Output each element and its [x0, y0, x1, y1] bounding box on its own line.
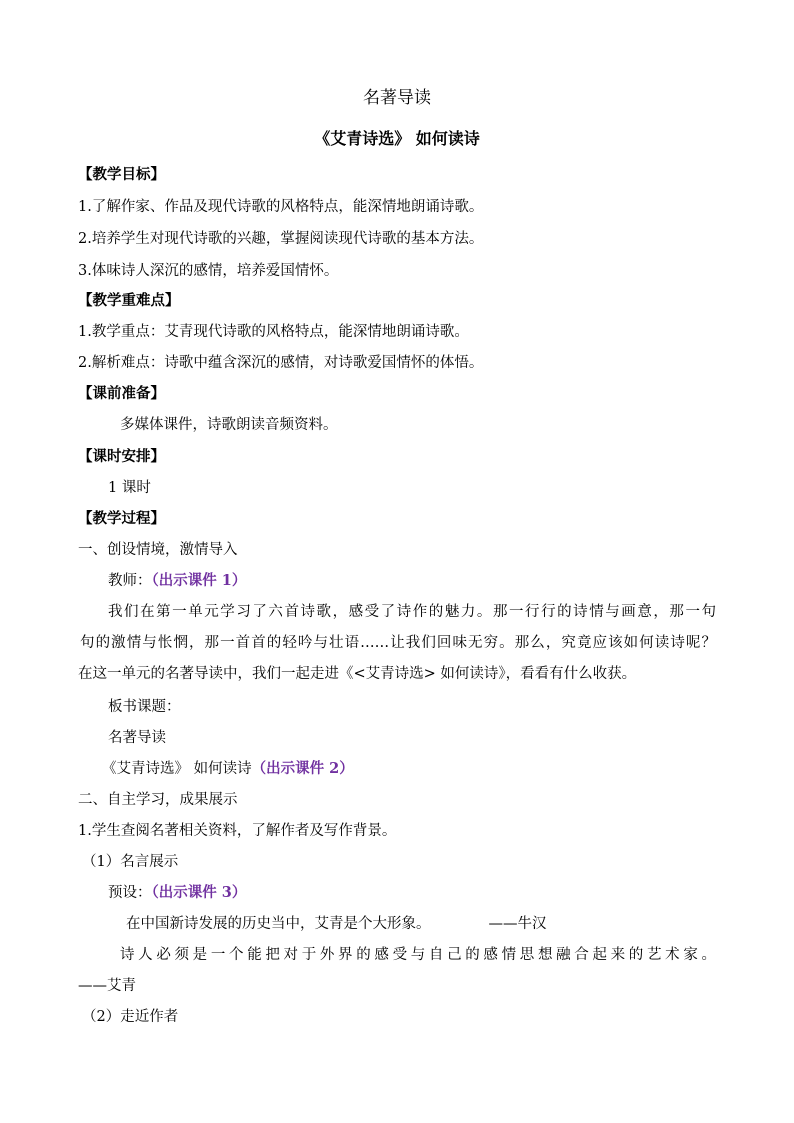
quote-1-author: ——牛汉 — [488, 916, 547, 932]
step2-item-1: 1.学生查阅名著相关资料，了解作者及写作背景。 — [78, 823, 397, 839]
prep-heading: 【课前准备】 — [78, 385, 165, 402]
time-heading: 【课时安排】 — [78, 448, 165, 465]
prep-text: 多媒体课件，诗歌朗读音频资料。 — [120, 417, 338, 433]
quote-1-text: 在中国新诗发展的历史当中，艾青是个大形象。 — [126, 916, 431, 932]
board-subtitle-line — [0, 759, 794, 779]
goal-item-3: 3.体味诗人深沉的感情，培养爱国情怀。 — [78, 263, 339, 279]
quote-2-text: 诗人必须是一个能把对于外界的感受与自己的感情思想融合起来的艺术家。 — [120, 947, 716, 963]
board-title: 名著导读 — [108, 730, 166, 746]
intro-paragraph-line-3: 在这一单元的名著导读中，我们一起走进《<艾青诗选> 如何读诗》，看看有什么收获。 — [78, 666, 637, 682]
quote-2-author: ——艾青 — [78, 978, 136, 994]
time-text: 1 课时 — [108, 480, 151, 496]
courseware-2-label: （出示课件 2） — [251, 760, 354, 777]
quote-heading: （1）名言展示 — [82, 854, 179, 870]
quote-1-line — [0, 914, 794, 934]
key-heading: 【教学重难点】 — [78, 292, 180, 309]
courseware-1-label: （出示课件 1） — [151, 572, 247, 589]
teacher-line — [0, 571, 794, 591]
author-heading: （2）走近作者 — [82, 1009, 179, 1025]
board-subtitle: 《艾青诗选》 如何读诗 — [102, 761, 252, 777]
key-item-1: 1.教学重点：艾青现代诗歌的风格特点，能深情地朗诵诗歌。 — [78, 324, 469, 340]
teacher-label: 教师： — [108, 573, 152, 589]
preset-label: 预设： — [108, 885, 152, 901]
step1-heading: 一、创设情境，激情导入 — [78, 542, 238, 558]
step2-heading: 二、自主学习，成果展示 — [78, 792, 238, 808]
key-item-2: 2.解析难点：诗歌中蕴含深沉的感情，对诗歌爱国情怀的体悟。 — [78, 355, 484, 371]
goal-item-1: 1.了解作家、作品及现代诗歌的风格特点，能深情地朗诵诗歌。 — [78, 199, 484, 215]
intro-paragraph-line-1: 我们在第一单元学习了六首诗歌，感受了诗作的魅力。那一行行的诗情与画意，那一句 — [108, 604, 716, 620]
preset-line — [0, 883, 794, 903]
document-title: 名著导读 — [363, 88, 431, 108]
goal-item-2: 2.培养学生对现代诗歌的兴趣，掌握阅读现代诗歌的基本方法。 — [78, 231, 484, 247]
goals-heading: 【教学目标】 — [78, 166, 165, 183]
board-label: 板书课题： — [108, 699, 181, 715]
courseware-3-label: （出示课件 3） — [151, 884, 247, 901]
document-subtitle: 《艾青诗选》 如何读诗 — [314, 129, 480, 148]
intro-paragraph-line-2: 句的激情与怅惘，那一首首的轻吟与壮语……让我们回味无穷。那么，究竟应该如何读诗呢？ — [80, 635, 716, 651]
process-heading: 【教学过程】 — [78, 510, 165, 527]
